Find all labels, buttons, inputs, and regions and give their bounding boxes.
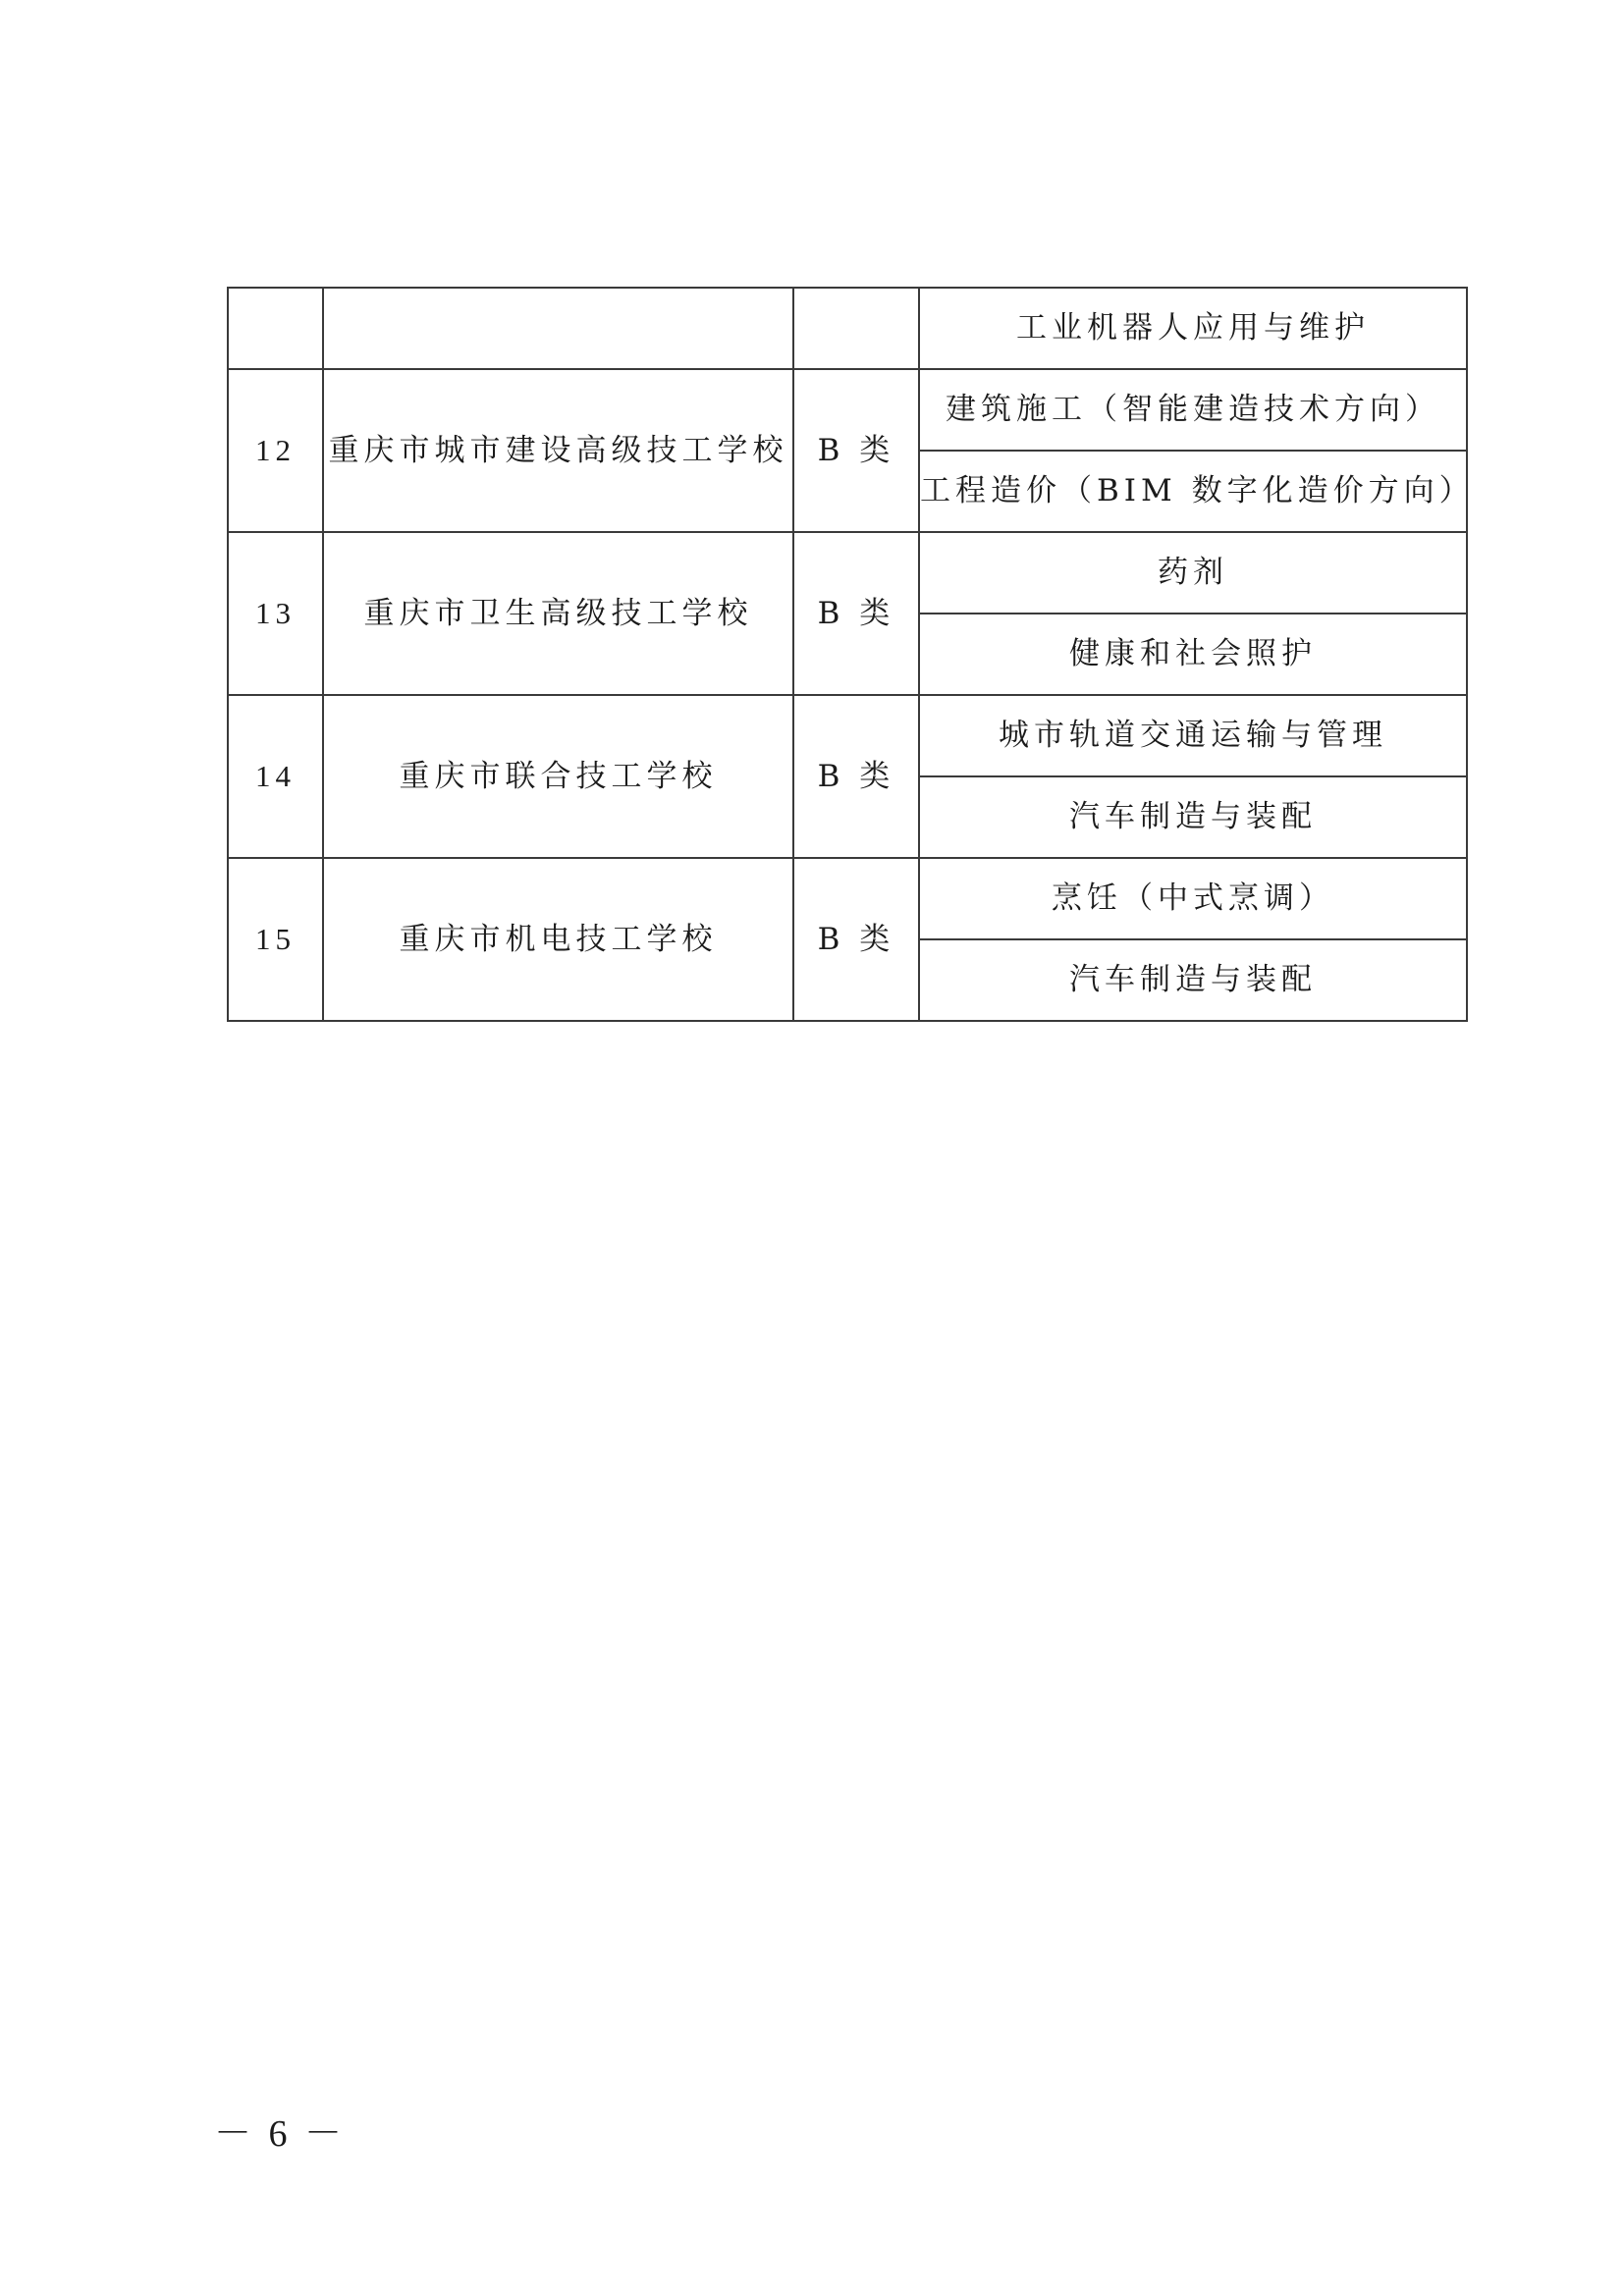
major-cell: 工程造价（BIM 数字化造价方向） [919, 451, 1467, 532]
table-row [228, 288, 1467, 369]
table-row [228, 858, 1467, 939]
major-cell: 烹饪（中式烹调） [919, 858, 1467, 939]
table-row [228, 369, 1467, 451]
row-number-cell: 13 [228, 532, 323, 695]
major-cell: 药剂 [919, 532, 1467, 614]
category-cell: B 类 [793, 532, 919, 695]
school-name-cell: 重庆市联合技工学校 [323, 695, 793, 858]
school-name-cell: 重庆市城市建设高级技工学校 [323, 369, 793, 532]
major-cell: 建筑施工（智能建造技术方向） [919, 369, 1467, 451]
row-number-cell: 15 [228, 858, 323, 1021]
page-number: － 6 － [214, 2113, 347, 2155]
table-row [228, 532, 1467, 614]
category-cell: B 类 [793, 858, 919, 1021]
school-name-cell [323, 288, 793, 369]
school-name-cell: 重庆市机电技工学校 [323, 858, 793, 1021]
table-row [228, 695, 1467, 776]
major-cell: 工业机器人应用与维护 [919, 288, 1467, 369]
schools-majors-table [227, 287, 1475, 1022]
row-number-cell [228, 288, 323, 369]
major-cell: 城市轨道交通运输与管理 [919, 695, 1467, 776]
major-cell: 健康和社会照护 [919, 614, 1467, 695]
major-cell: 汽车制造与装配 [919, 776, 1467, 858]
row-number-cell: 14 [228, 695, 323, 858]
major-cell: 汽车制造与装配 [919, 939, 1467, 1021]
school-name-cell: 重庆市卫生高级技工学校 [323, 532, 793, 695]
category-cell: B 类 [793, 369, 919, 532]
category-cell: B 类 [793, 695, 919, 858]
row-number-cell: 12 [228, 369, 323, 532]
category-cell [793, 288, 919, 369]
